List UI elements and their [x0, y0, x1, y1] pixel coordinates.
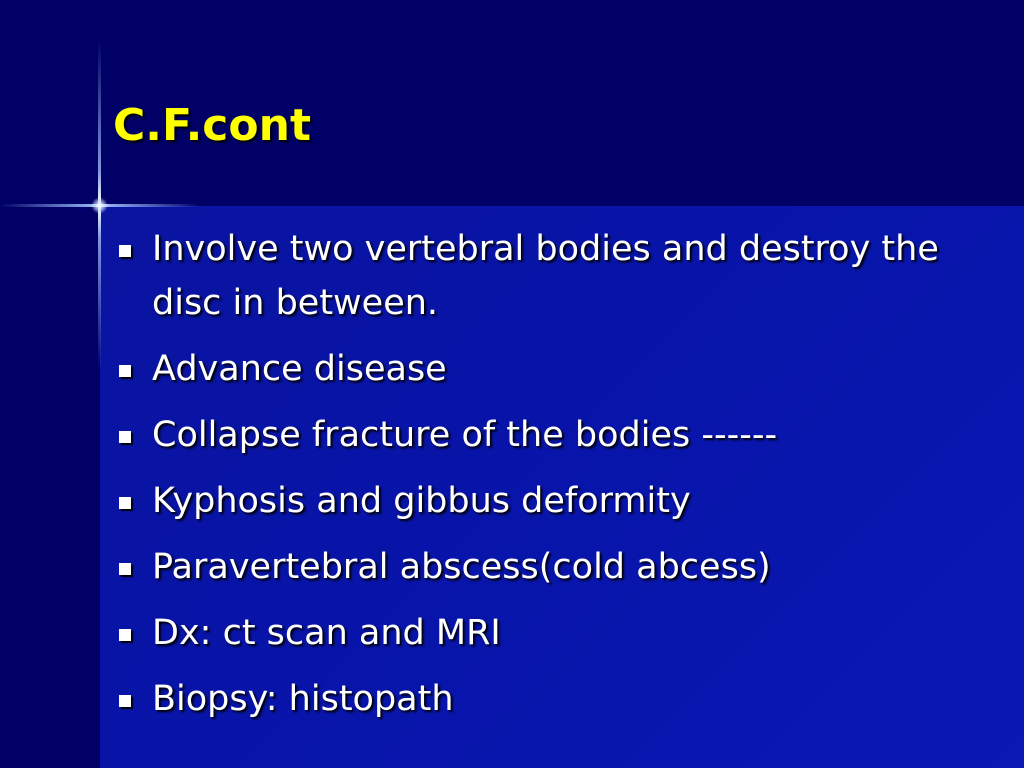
bullet-item	[115, 540, 995, 594]
bullet-text: Advance disease	[152, 349, 447, 389]
square-bullet-icon	[119, 365, 131, 377]
slide-title: C.F.cont	[113, 100, 311, 151]
bullet-text: Paravertebral abscess(cold abcess)	[152, 547, 771, 587]
bullet-text: Collapse fracture of the bodies ------	[152, 415, 778, 455]
square-bullet-icon	[119, 497, 131, 509]
bullet-item	[115, 222, 995, 330]
bullet-text: Involve two vertebral bodies and destroy the disc in between.	[152, 229, 939, 323]
square-bullet-icon	[119, 629, 131, 641]
square-bullet-icon	[119, 245, 131, 257]
sparkle-star-icon	[91, 197, 108, 214]
square-bullet-icon	[119, 431, 131, 443]
bullet-text: Kyphosis and gibbus deformity	[152, 481, 691, 521]
square-bullet-icon	[119, 563, 131, 575]
bullet-item	[115, 408, 995, 462]
bullet-text: Dx: ct scan and MRI	[152, 613, 501, 653]
bullet-item	[115, 672, 995, 726]
left-band	[0, 0, 100, 768]
bullet-text: Biopsy: histopath	[152, 679, 454, 719]
bullet-list	[115, 222, 995, 738]
bullet-item	[115, 474, 995, 528]
square-bullet-icon	[119, 695, 131, 707]
bullet-item	[115, 606, 995, 660]
bullet-item	[115, 342, 995, 396]
